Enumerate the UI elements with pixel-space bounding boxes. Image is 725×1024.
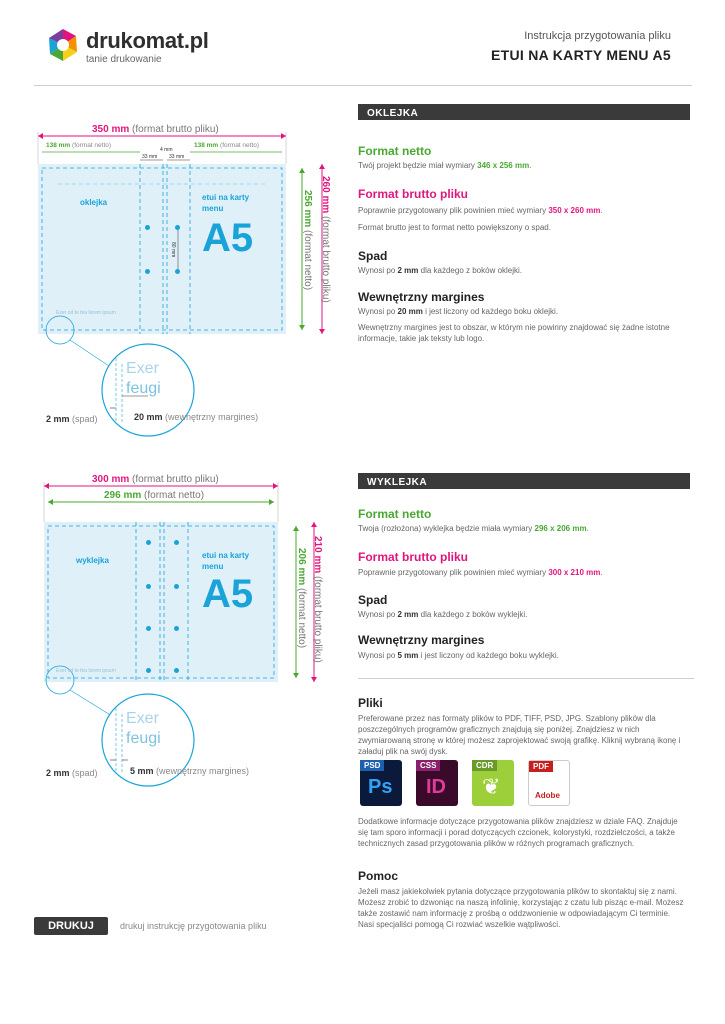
- oklejka-label: oklejka: [80, 198, 108, 207]
- oklejka-spine-b: 33 mm: [169, 154, 185, 160]
- wyklejka-netto-width: 296 mm (format netto): [104, 490, 205, 501]
- oklejka-spad-heading: Spad: [358, 249, 388, 263]
- oklejka-netto-height: 256 mm (format netto): [302, 190, 313, 291]
- file-glyph: Adobe: [535, 791, 560, 800]
- oklejka-product-label: etui na karty menu: [202, 193, 250, 213]
- pliki-text2: Dodatkowe informacje dotyczące przygotowania plików znajdziesz w dziale FAQ. Znajduje się tam sporo informacji i porad dotyczących czcionek, kolorystyki, rozdzielczości, a także technicznych zasad przygotowania plików w różnych programach graficznych.: [358, 817, 678, 848]
- file-tag: CDR: [472, 760, 497, 771]
- wyklejka-section-bar: WYKLEJKA: [358, 473, 690, 489]
- oklejka-spine-gap: 4 mm: [160, 147, 173, 153]
- print-button[interactable]: DRUKUJ: [34, 917, 108, 935]
- logo-tagline: tanie drukowanie: [86, 54, 162, 65]
- coreldraw-icon[interactable]: [472, 760, 514, 806]
- header-subtitle: Instrukcja przygotowania pliku: [524, 30, 671, 42]
- oklejka-zoom-word-a: Exer: [126, 360, 159, 377]
- file-tag: PDF: [529, 761, 553, 772]
- oklejka-brutto-heading: Format brutto pliku: [358, 187, 468, 201]
- pomoc-heading: Pomoc: [358, 869, 399, 883]
- section-divider: [358, 678, 694, 679]
- hole-dot: [146, 584, 151, 589]
- wyklejka-diagram: [30, 470, 340, 790]
- hole-dot: [175, 225, 180, 230]
- wyklejka-a5: A5: [202, 572, 254, 616]
- wyklejka-spad-text: Wynosi po 2 mm dla każdego z boków wyklejki.: [358, 610, 528, 619]
- oklejka-brutto-height: 260 mm (format brutto pliku): [320, 176, 331, 303]
- hole-dot: [146, 668, 151, 673]
- file-tag: PSD: [360, 760, 384, 771]
- hole-dot: [146, 626, 151, 631]
- page-title: ETUI NA KARTY MENU A5: [490, 47, 671, 63]
- oklejka-diagram-lines: [30, 118, 340, 438]
- logo[interactable]: [46, 24, 209, 68]
- oklejka-margin-label: 20 mm (wewnętrzny margines): [134, 412, 259, 422]
- hole-dot: [174, 584, 179, 589]
- hole-dot: [145, 225, 150, 230]
- pdf-icon[interactable]: [528, 760, 570, 806]
- oklejka-right-width: 138 mm (format netto): [194, 142, 260, 149]
- oklejka-hole-spacing: 80 mm: [170, 242, 176, 258]
- hole-dot: [146, 540, 151, 545]
- file-tag: CSS: [416, 760, 440, 771]
- hole-dot: [145, 269, 150, 274]
- oklejka-brutto-text: Poprawnie przygotowany plik powinien mieć wymiary 350 x 260 mm.: [358, 206, 603, 215]
- oklejka-brutto-text2: Format brutto jest to format netto powiększony o spad.: [358, 223, 551, 232]
- wyklejka-netto-height: 206 mm (format netto): [296, 548, 307, 649]
- wyklejka-product-label: etui na karty menu: [202, 551, 250, 571]
- file-glyph: ❦: [482, 774, 501, 799]
- oklejka-zoom-word-b: feugi: [126, 380, 161, 397]
- oklejka-margin-text: Wynosi po 20 mm i jest liczony od każdego boku oklejki.: [358, 307, 559, 316]
- pomoc-text: Jeżeli masz jakiekolwiek pytania dotyczące przygotowania plików to skontaktuj się z nami. Możesz zrobić to dzwoniąc na naszą infolinię, korzystając z czatu lub pisząc e-mail. Możesz także zostawić nam informację z prośbą o oddzwonienie w odpowiadającym Ci terminie. Nasi specjaliści pomogą Ci rozwiać wszelkie wątpliwości.: [358, 887, 684, 929]
- oklejka-netto-heading: Format netto: [358, 144, 432, 158]
- oklejka-margin-text2: Wewnętrzny margines jest to obszar, w którym nie powinny znajdować się żadne istotne informacje, takie jak teksty lub logo.: [358, 323, 670, 343]
- wyklejka-margin-heading: Wewnętrzny margines: [358, 633, 485, 647]
- logo-mark-icon: [46, 28, 80, 62]
- print-link[interactable]: drukuj instrukcję przygotowania pliku: [120, 921, 267, 931]
- wyklejka-label: wyklejka: [76, 556, 109, 565]
- indesign-icon[interactable]: [416, 760, 458, 806]
- wyklejka-brutto-height: 210 mm (format brutto pliku): [312, 536, 323, 663]
- wyklejka-zoom-word-a: Exer: [126, 710, 159, 727]
- oklejka-netto-text: Twój projekt będzie miał wymiary 346 x 256 mm.: [358, 161, 532, 170]
- oklejka-margin-heading: Wewnętrzny margines: [358, 290, 485, 304]
- wyklejka-margin-text: Wynosi po 5 mm i jest liczony od każdego boku wyklejki.: [358, 651, 559, 660]
- wyklejka-bleed-label: 2 mm (spad): [46, 768, 98, 778]
- wyklejka-brutto-width: 300 mm (format brutto pliku): [92, 474, 219, 485]
- hole-dot: [174, 540, 179, 545]
- file-glyph: Ps: [368, 776, 393, 798]
- logo-wordmark: drukomat.pl: [86, 28, 209, 53]
- wyklejka-sample-text: Exer od te feu lorem ipsum: [56, 668, 116, 674]
- pliki-text: Preferowane przez nas formaty plików to PDF, TIFF, PSD, JPG. Szablony plików dla poszczególnych programów graficznych znajdują się poniżej. Znajdziesz w nich zwymiarowaną stronę w której możesz zaprojektować swoją grafikę. Kliknij wybraną ikonę i załaduj plik na swój dysk.: [358, 714, 681, 756]
- oklejka-spine-a: 33 mm: [142, 154, 158, 160]
- wyklejka-netto-heading: Format netto: [358, 507, 432, 521]
- wyklejka-brutto-heading: Format brutto pliku: [358, 550, 468, 564]
- wyklejka-margin-label: 5 mm (wewnętrzny margines): [130, 766, 250, 776]
- wyklejka-zoom-word-b: feugi: [126, 730, 161, 747]
- wyklejka-spad-heading: Spad: [358, 593, 388, 607]
- oklejka-spad-text: Wynosi po 2 mm dla każdego z boków oklejki.: [358, 266, 523, 275]
- file-glyph: ID: [426, 776, 446, 798]
- oklejka-brutto-width: 350 mm (format brutto pliku): [92, 124, 219, 135]
- oklejka-section-bar: OKLEJKA: [358, 104, 690, 120]
- pliki-heading: Pliki: [358, 696, 383, 710]
- oklejka-diagram: [30, 118, 340, 438]
- photoshop-icon[interactable]: [360, 760, 402, 806]
- header-divider: [34, 85, 692, 86]
- wyklejka-netto-text: Twoja (rozłożona) wyklejka będzie miała wymiary 296 x 206 mm.: [358, 524, 589, 533]
- hole-dot: [174, 668, 179, 673]
- file-icons: [360, 760, 590, 810]
- oklejka-bleed-label: 2 mm (spad): [46, 414, 98, 424]
- wyklejka-diagram-lines: [30, 470, 340, 790]
- oklejka-sample-text: Exer od te feu lorem ipsum: [56, 310, 116, 316]
- oklejka-left-width: 138 mm (format netto): [46, 142, 112, 149]
- hole-dot: [174, 626, 179, 631]
- oklejka-a5: A5: [202, 216, 254, 260]
- wyklejka-brutto-text: Poprawnie przygotowany plik powinien mieć wymiary 300 x 210 mm.: [358, 568, 603, 577]
- hole-dot: [175, 269, 180, 274]
